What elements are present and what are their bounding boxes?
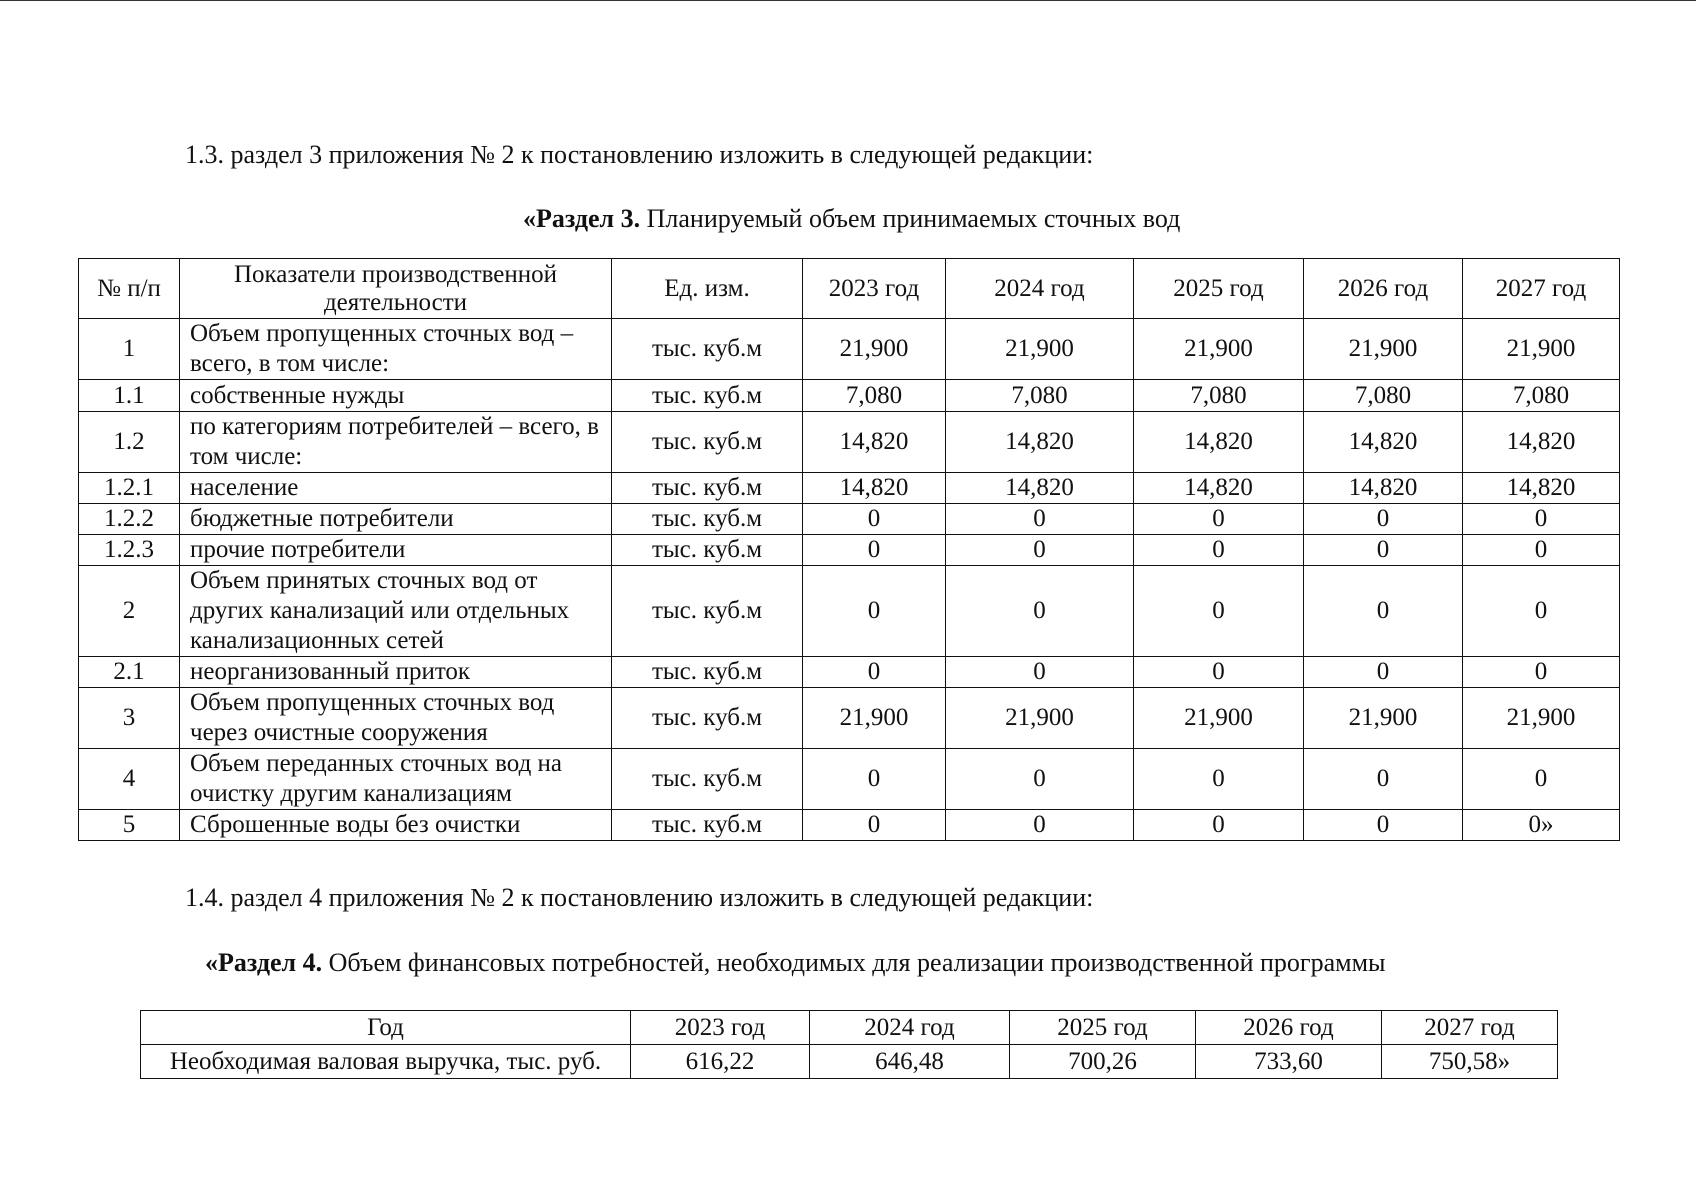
value-cell: 0 [1134,566,1304,657]
unit-cell: тыс. куб.м [612,749,803,810]
unit-cell: тыс. куб.м [612,657,803,688]
value-cell: 0» [1463,810,1620,841]
header-cell: № п/п [79,259,180,319]
unit-cell: тыс. куб.м [612,412,803,473]
table-header-row [79,259,1620,319]
value-cell: 0 [803,749,946,810]
header-cell: 2023 год [631,1011,810,1045]
value-cell: 0 [1304,810,1463,841]
table-row [79,749,1620,810]
value-cell: 21,900 [803,688,946,749]
indicator-name: Объем пропущенных сточных вод – всего, в том числе: [180,319,612,380]
value-cell: 0 [803,566,946,657]
header-cell: Показатели производственной деятельности [180,259,612,319]
value-cell: 21,900 [1134,319,1304,380]
value-cell: 0 [1304,535,1463,566]
table-row [141,1045,1558,1079]
paragraph-1-3: 1.3. раздел 3 приложения № 2 к постановлению изложить в следующей редакции: [185,140,1094,169]
value-cell: 14,820 [1134,412,1304,473]
header-cell: 2026 год [1304,259,1463,319]
value-cell: 0 [803,810,946,841]
table-row [79,504,1620,535]
value-cell: 21,900 [946,319,1134,380]
header-cell: Ед. изм. [612,259,803,319]
top-border-line [0,0,1696,1]
indicator-name: Объем переданных сточных вод на очистку другим канализациям [180,749,612,810]
header-cell: 2027 год [1463,259,1620,319]
value-cell: 646,48 [810,1045,1010,1079]
value-cell: 0 [1134,535,1304,566]
table-row [79,566,1620,657]
value-cell: 7,080 [1304,380,1463,412]
header-cell: 2024 год [810,1011,1010,1045]
table-header-row [141,1011,1558,1045]
value-cell: 7,080 [946,380,1134,412]
value-cell: 7,080 [803,380,946,412]
unit-cell: тыс. куб.м [612,566,803,657]
value-cell: 0 [1304,504,1463,535]
value-cell: 7,080 [1463,380,1620,412]
value-cell: 0 [803,535,946,566]
table-row [79,412,1620,473]
indicator-name: собственные нужды [180,380,612,412]
unit-cell: тыс. куб.м [612,688,803,749]
row-number: 1 [79,319,180,380]
row-number: 1.1 [79,380,180,412]
section-4-heading [205,948,1386,978]
value-cell: 0 [1134,749,1304,810]
row-number: 2 [79,566,180,657]
value-cell: 0 [946,504,1134,535]
value-cell: 0 [1134,657,1304,688]
value-cell: 0 [946,566,1134,657]
value-cell: 0 [1304,657,1463,688]
value-cell: 0 [1463,504,1620,535]
value-cell: 0 [1134,504,1304,535]
row-number: 1.2.1 [79,473,180,504]
indicator-name: по категориям потребителей – всего, в том числе: [180,412,612,473]
value-cell: 0 [946,749,1134,810]
value-cell: 21,900 [1463,319,1620,380]
value-cell: 21,900 [1134,688,1304,749]
table-row [79,473,1620,504]
header-cell: Год [141,1011,631,1045]
header-cell: 2025 год [1134,259,1304,319]
value-cell: 14,820 [1463,412,1620,473]
header-cell: 2023 год [803,259,946,319]
value-cell: 616,22 [631,1045,810,1079]
value-cell: 0 [1463,535,1620,566]
value-cell: 14,820 [1304,473,1463,504]
indicator-name: Объем пропущенных сточных вод через очистные сооружения [180,688,612,749]
value-cell: 0 [1304,749,1463,810]
value-cell: 7,080 [1134,380,1304,412]
table-row [79,657,1620,688]
header-cell: 2024 год [946,259,1134,319]
value-cell: 0 [1134,810,1304,841]
paragraph-1-4: 1.4. раздел 4 приложения № 2 к постановлению изложить в следующей редакции: [185,883,1094,912]
section-3-heading [523,204,1180,234]
value-cell: 733,60 [1196,1045,1382,1079]
value-cell: 14,820 [803,412,946,473]
section-4-label: «Раздел 4. [205,948,323,977]
row-number: 3 [79,688,180,749]
table-row [79,688,1620,749]
value-cell: 0 [1463,657,1620,688]
header-cell: 2027 год [1382,1011,1558,1045]
indicator-name: население [180,473,612,504]
indicator-name: Сброшенные воды без очистки [180,810,612,841]
value-cell: 21,900 [1463,688,1620,749]
value-cell: 21,900 [803,319,946,380]
value-cell: 0 [803,657,946,688]
table-row [79,535,1620,566]
section-3-label: «Раздел 3. [523,204,641,233]
value-cell: 21,900 [946,688,1134,749]
value-cell: 21,900 [1304,688,1463,749]
header-cell: 2025 год [1010,1011,1196,1045]
row-number: 1.2 [79,412,180,473]
row-number: 4 [79,749,180,810]
table-row [79,380,1620,412]
indicator-name: Объем принятых сточных вод от других канализаций или отдельных канализационных сетей [180,566,612,657]
row-number: 2.1 [79,657,180,688]
value-cell: 700,26 [1010,1045,1196,1079]
value-cell: 0 [946,535,1134,566]
header-cell: 2026 год [1196,1011,1382,1045]
table-row [79,810,1620,841]
row-number: 1.2.2 [79,504,180,535]
value-cell: 0 [1463,566,1620,657]
financial-table [140,1010,1558,1079]
table-row [79,319,1620,380]
unit-cell: тыс. куб.м [612,380,803,412]
unit-cell: тыс. куб.м [612,810,803,841]
value-cell: 0 [946,810,1134,841]
value-cell: 0 [803,504,946,535]
unit-cell: тыс. куб.м [612,319,803,380]
unit-cell: тыс. куб.м [612,535,803,566]
value-cell: 14,820 [1304,412,1463,473]
value-cell: 14,820 [1134,473,1304,504]
value-cell: 0 [1304,566,1463,657]
value-cell: 14,820 [1463,473,1620,504]
value-cell: 14,820 [946,412,1134,473]
value-cell: 14,820 [803,473,946,504]
value-cell: 21,900 [1304,319,1463,380]
section-3-title: Планируемый объем принимаемых сточных вод [640,204,1181,233]
row-number: 1.2.3 [79,535,180,566]
indicator-name: прочие потребители [180,535,612,566]
unit-cell: тыс. куб.м [612,473,803,504]
row-number: 5 [79,810,180,841]
row-label: Необходимая валовая выручка, тыс. руб. [141,1045,631,1079]
value-cell: 0 [1463,749,1620,810]
value-cell: 750,58» [1382,1045,1558,1079]
section-4-title: Объем финансовых потребностей, необходимых для реализации производственной программы [322,948,1386,977]
unit-cell: тыс. куб.м [612,504,803,535]
indicator-name: неорганизованный приток [180,657,612,688]
indicator-name: бюджетные потребители [180,504,612,535]
value-cell: 0 [946,657,1134,688]
water-volume-table [78,258,1620,841]
value-cell: 14,820 [946,473,1134,504]
